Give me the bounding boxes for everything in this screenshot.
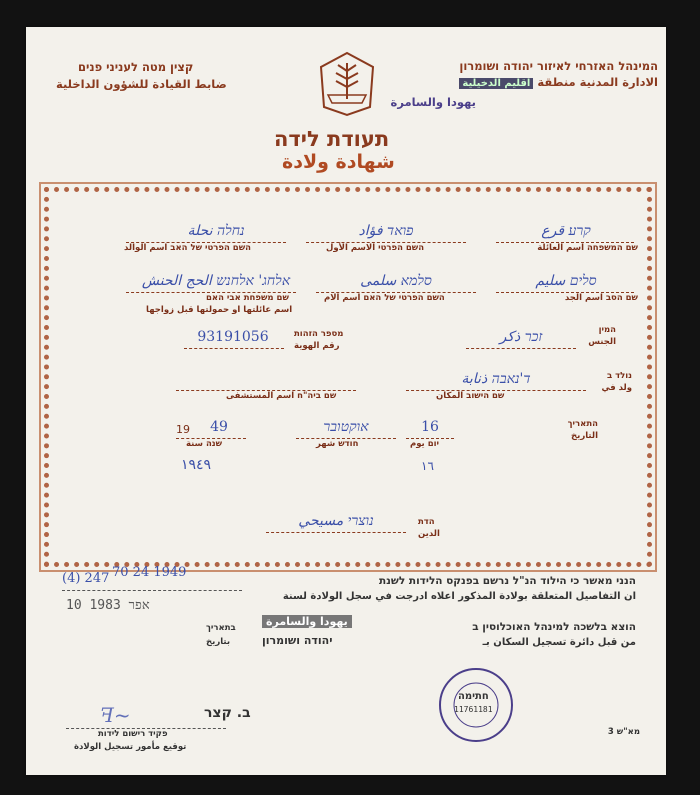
birth-certificate [26, 27, 666, 775]
year-value: 49 [210, 419, 228, 435]
id-label-ar: رقم الهوية [294, 341, 340, 351]
date-stamp: 10 אפר 1983 [66, 598, 150, 613]
header-left-line2: ضابط القيادة للشؤون الداخلية [56, 77, 227, 91]
issued-he: הוצא בלשכה למינהל האוכלוסין ב [472, 621, 636, 633]
registry-line-he: הנני מאשר כי הילוד הנ"ל נרשם בפנקס הלידות לשנת [379, 575, 636, 587]
family-name-label: שם המשפחה اسم العائلة [537, 243, 638, 253]
id-line [184, 347, 284, 349]
signature: ꟻ~ [100, 703, 131, 727]
first-name-label: השם הפרטי الاسم الأول [326, 243, 425, 253]
religion-line [266, 531, 406, 533]
date-label: התאריך [567, 419, 598, 429]
form-code: מא"ש 3 [607, 727, 640, 737]
official-he: פקיד רישום לידות [98, 729, 168, 739]
on-date-ar: بتاريخ [206, 637, 231, 647]
id-value: 93191056 [197, 329, 269, 345]
idf-emblem-icon [316, 49, 378, 119]
born-in-label-ar: ولد في [601, 383, 632, 393]
stamp-hebrew: יהודה ושומרון [262, 634, 333, 647]
mother-family-value: אלחג' אלחנש الحج الحنش [141, 273, 291, 289]
family-name-value: קרע قرع [541, 223, 591, 239]
signature-name: ב. קצר [204, 705, 251, 721]
mother-family-label-ar: اسم عائلتها او حمولتها قبل زواجها [146, 305, 293, 315]
header-right-line2 [459, 75, 658, 89]
registry-line-ar: ان التفاصيل المتعلقة بولادة المذكور اعلاه ادرجت في سجل الولادة لسنة [282, 591, 636, 602]
date-label-ar: التاريخ [571, 431, 598, 441]
registry-handwritten-prefix: (4) 247 [62, 571, 110, 586]
hospital-label: שם ביה"ח اسم المستشفى [226, 391, 337, 401]
title-arabic: شهادة ولادة [282, 151, 395, 173]
day-value-arabic: ١٦ [421, 459, 434, 473]
seal-text: חתימה [458, 691, 489, 702]
issued-ar: من قبل دائرة تسجيل السكان بـ [482, 637, 636, 648]
religion-label: הדת [418, 517, 435, 527]
header-right-arabic: الادارة المدنية منطقة [537, 75, 658, 89]
religion-label-ar: الدين [418, 529, 440, 539]
header-right-stamp: اقليم الدخيلية [459, 78, 533, 89]
month-value: אוקטובר [323, 419, 369, 435]
year-value-arabic: ١٩٤٩ [181, 457, 212, 473]
year-prefix: 19 [176, 423, 190, 436]
id-label: מספר הזהות [294, 329, 344, 339]
sex-label: המין [598, 325, 616, 335]
day-label: יום يوم [410, 439, 440, 449]
born-in-label: נולד ב [606, 371, 632, 381]
father-name-label: השם הפרטי של האב اسم الوالد [124, 243, 252, 253]
mother-family-label: שם משפחת אבי האם [206, 293, 289, 303]
seal-number: 11761181 [454, 705, 493, 714]
mother-name-label: השם הפרטי של האם اسم الام [324, 293, 445, 303]
sex-line [466, 347, 576, 349]
month-label: חודש شهر [316, 439, 359, 449]
stamp-arabic: يهودا والسامرة [262, 615, 352, 628]
grandfather-value: סלים سليم [535, 273, 597, 289]
place-label: שם הישוב المكان [436, 391, 505, 401]
header-right-line1: המינהל האזרחי לאיזור יהודה ושומרון [459, 59, 658, 73]
father-name-value: נחלה نحلة [187, 223, 245, 239]
day-value: 16 [421, 419, 439, 435]
registry-line [62, 589, 242, 591]
first-name-value: פואד فؤاد [358, 223, 414, 239]
mother-name-value: סלמא سلمى [360, 273, 432, 289]
title-hebrew: תעודת לידה [274, 127, 390, 151]
grandfather-label: שם הסב اسم الجد [564, 293, 638, 303]
religion-value: נוצרי مسيحي [298, 513, 374, 529]
header-left-line1: קצין מטה לעניני פנים [78, 60, 194, 74]
official-ar: توقيع مأمور تسجيل الولادة [74, 742, 187, 752]
year-label: שנה سنة [186, 439, 223, 449]
sex-label-ar: الجنس [588, 337, 616, 347]
header-right-line3: يهودا والسامرة [390, 95, 476, 109]
sex-value: זכר ذكر [499, 329, 543, 345]
registry-handwritten: 70 24 1949 [112, 565, 187, 580]
place-value: ד'נאבה ذنابة [461, 371, 531, 387]
on-date-he: בתאריך [206, 623, 236, 633]
